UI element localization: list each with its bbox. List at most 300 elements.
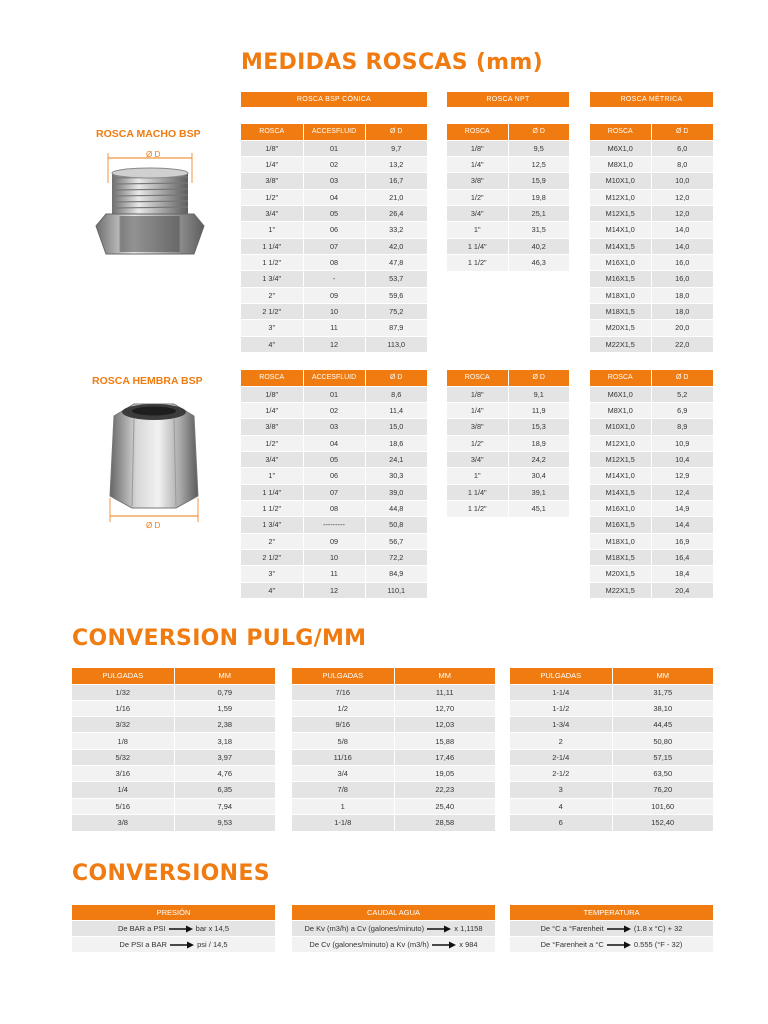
table-cell: 12,9 — [651, 468, 713, 484]
table-cell: 10,0 — [651, 173, 713, 189]
table-row — [510, 733, 713, 749]
table-cell: 08 — [303, 254, 365, 270]
table-cell: 4,76 — [174, 765, 275, 781]
table-row — [241, 386, 427, 402]
conv-caudal-row-2-right: x 984 — [459, 940, 478, 949]
arrow-right-icon — [432, 941, 456, 949]
conv-presion-row-2 — [72, 936, 275, 952]
column-header: MM — [612, 668, 713, 684]
table-cell: 22,23 — [394, 782, 495, 798]
table-cell: 10,4 — [651, 451, 713, 467]
table-cell: 18,4 — [651, 566, 713, 582]
table-row — [590, 189, 713, 205]
table-cell: 16,7 — [365, 173, 427, 189]
table-row — [590, 156, 713, 172]
table-row — [590, 402, 713, 418]
table-row — [241, 254, 427, 270]
hembra-bsp-label: ROSCA HEMBRA BSP — [92, 375, 203, 387]
macho-npt-table — [447, 124, 569, 271]
table-cell: 4 — [510, 798, 612, 814]
hembra-dim-label: Ø D — [146, 521, 161, 530]
column-header: Ø D — [651, 370, 713, 386]
table-row — [590, 287, 713, 303]
table-cell: 09 — [303, 533, 365, 549]
table-row — [590, 500, 713, 516]
table-row — [241, 549, 427, 565]
table-cell: M12X1,0 — [590, 189, 651, 205]
table-cell: 1" — [447, 222, 508, 238]
table-cell: 1/4" — [241, 156, 303, 172]
table-row — [241, 238, 427, 254]
table-cell: 1 1/4" — [241, 484, 303, 500]
table-cell: 03 — [303, 419, 365, 435]
table-cell: 1" — [447, 468, 508, 484]
arrow-right-icon — [607, 941, 631, 949]
table-cell: 101,60 — [612, 798, 713, 814]
table-cell: 110,1 — [365, 582, 427, 598]
table-row — [447, 451, 569, 467]
table-cell: 57,15 — [612, 749, 713, 765]
table-cell: 15,3 — [508, 419, 569, 435]
table-cell: 2 1/2" — [241, 303, 303, 319]
table-cell: 3/4" — [241, 451, 303, 467]
table-cell: 9,53 — [174, 814, 275, 830]
table-cell: 11 — [303, 320, 365, 336]
table-cell: 9,7 — [365, 140, 427, 156]
table-cell: 1" — [241, 222, 303, 238]
conv-caudal-row-1 — [292, 920, 495, 936]
table-cell: 1/8" — [447, 140, 508, 156]
table-row — [510, 765, 713, 781]
table-cell: 1/8" — [241, 386, 303, 402]
table-cell: M8X1,0 — [590, 402, 651, 418]
table-cell: 9,5 — [508, 140, 569, 156]
table-cell: 3/16 — [72, 765, 174, 781]
table-cell: 3,18 — [174, 733, 275, 749]
table-row — [447, 419, 569, 435]
table-cell: 05 — [303, 451, 365, 467]
table-row — [241, 582, 427, 598]
table-cell: 13,2 — [365, 156, 427, 172]
table-row — [292, 717, 495, 733]
table-cell: 19,05 — [394, 765, 495, 781]
table-cell: 1 — [292, 798, 394, 814]
table-cell: 6,9 — [651, 402, 713, 418]
table-cell: 08 — [303, 500, 365, 516]
conv-caudal-row-1-right: x 1,1158 — [454, 924, 483, 933]
table-row — [590, 320, 713, 336]
table-cell: 1/16 — [72, 700, 174, 716]
table-cell: 45,1 — [508, 500, 569, 516]
table-row — [590, 419, 713, 435]
table-cell: 33,2 — [365, 222, 427, 238]
table-cell: 84,9 — [365, 566, 427, 582]
table-cell: 15,0 — [365, 419, 427, 435]
table-row — [292, 749, 495, 765]
table-cell: M16X1,5 — [590, 517, 651, 533]
conv-presion-row-1-left: De BAR a PSI — [117, 924, 166, 933]
table-cell: 87,9 — [365, 320, 427, 336]
table-cell: 10 — [303, 549, 365, 565]
table-cell: 01 — [303, 386, 365, 402]
table-cell: M14X1,0 — [590, 468, 651, 484]
table-cell: 3/8" — [241, 419, 303, 435]
conv-temperatura-title: TEMPERATURA — [510, 905, 713, 920]
table-cell: 1-1/8 — [292, 814, 394, 830]
table-cell: 1/2" — [241, 435, 303, 451]
conv-presion-box — [72, 905, 275, 952]
table-cell: 2-1/4 — [510, 749, 612, 765]
table-row — [292, 733, 495, 749]
table-cell: 1" — [241, 468, 303, 484]
conv-presion-row-2-right: psi / 14,5 — [197, 940, 228, 949]
table-row — [447, 205, 569, 221]
table-row — [590, 386, 713, 402]
table-cell: --------- — [303, 517, 365, 533]
table-row — [72, 798, 275, 814]
table-cell: 2" — [241, 533, 303, 549]
table-cell: 1/8" — [447, 386, 508, 402]
hembra-metrica-table — [590, 370, 713, 598]
table-cell: 3,97 — [174, 749, 275, 765]
table-cell: M14X1,5 — [590, 238, 651, 254]
table-row — [447, 156, 569, 172]
table-row — [447, 140, 569, 156]
conv-temperatura-row-1 — [510, 920, 713, 936]
table-cell: 14,0 — [651, 238, 713, 254]
table-cell: 2-1/2 — [510, 765, 612, 781]
macho-bsp-label: ROSCA MACHO BSP — [96, 128, 201, 140]
table-row — [447, 468, 569, 484]
table-cell: 1/4" — [447, 156, 508, 172]
table-cell: 16,0 — [651, 254, 713, 270]
table-cell: 30,3 — [365, 468, 427, 484]
table-cell: 1/2" — [241, 189, 303, 205]
table-cell: 14,4 — [651, 517, 713, 533]
table-cell: 18,6 — [365, 435, 427, 451]
table-cell: M12X1,5 — [590, 205, 651, 221]
table-row — [72, 749, 275, 765]
table-cell: 1 1/2" — [241, 500, 303, 516]
table-cell: 1 1/4" — [447, 484, 508, 500]
group-header-bsp-conica: ROSCA BSP CÓNICA — [241, 92, 427, 107]
table-cell: 12,70 — [394, 700, 495, 716]
table-cell: 11,9 — [508, 402, 569, 418]
table-cell: 10,9 — [651, 435, 713, 451]
table-cell: 28,58 — [394, 814, 495, 830]
column-header: ROSCA — [590, 370, 651, 386]
table-cell: 12,5 — [508, 156, 569, 172]
table-row — [447, 238, 569, 254]
table-cell: 06 — [303, 222, 365, 238]
table-cell: 02 — [303, 402, 365, 418]
column-header: Ø D — [651, 124, 713, 140]
table-cell: 15,88 — [394, 733, 495, 749]
table-cell: 4" — [241, 582, 303, 598]
table-cell: 15,9 — [508, 173, 569, 189]
conv-presion-title: PRESIÓN — [72, 905, 275, 920]
table-cell: M14X1,0 — [590, 222, 651, 238]
table-row — [510, 717, 713, 733]
table-cell: 14,9 — [651, 500, 713, 516]
table-row — [241, 287, 427, 303]
macho-metrica-table — [590, 124, 713, 352]
table-row — [241, 517, 427, 533]
table-cell: 5/16 — [72, 798, 174, 814]
table-cell: 1/4 — [72, 782, 174, 798]
table-row — [590, 582, 713, 598]
table-row — [241, 402, 427, 418]
table-cell: 11,4 — [365, 402, 427, 418]
table-cell: 56,7 — [365, 533, 427, 549]
table-row — [241, 533, 427, 549]
conv-temperatura-row-2-right: 0.555 (°F - 32) — [633, 940, 683, 949]
table-cell: 05 — [303, 205, 365, 221]
table-cell: M10X1,0 — [590, 173, 651, 189]
table-cell: 1/8 — [72, 733, 174, 749]
table-row — [590, 336, 713, 352]
table-cell: 3/4" — [447, 451, 508, 467]
column-header: ACCESFLUID — [303, 124, 365, 140]
table-cell: - — [303, 271, 365, 287]
table-cell: 5/8 — [292, 733, 394, 749]
table-cell: 24,1 — [365, 451, 427, 467]
table-cell: 10 — [303, 303, 365, 319]
table-cell: 11 — [303, 566, 365, 582]
table-cell: 1 1/2" — [447, 254, 508, 270]
table-cell: 7,94 — [174, 798, 275, 814]
conv-temperatura-box — [510, 905, 713, 952]
table-cell: 50,8 — [365, 517, 427, 533]
table-cell: 24,2 — [508, 451, 569, 467]
table-cell: M8X1,0 — [590, 156, 651, 172]
table-cell: 3/32 — [72, 717, 174, 733]
table-row — [590, 468, 713, 484]
table-cell: 5/32 — [72, 749, 174, 765]
table-cell: 16,9 — [651, 533, 713, 549]
table-cell: 4" — [241, 336, 303, 352]
table-cell: 44,45 — [612, 717, 713, 733]
table-cell: 0,79 — [174, 684, 275, 700]
table-cell: 53,7 — [365, 271, 427, 287]
table-row — [590, 238, 713, 254]
table-cell: M20X1,5 — [590, 320, 651, 336]
table-row — [590, 566, 713, 582]
table-row — [590, 140, 713, 156]
table-cell: 113,0 — [365, 336, 427, 352]
table-row — [241, 435, 427, 451]
conv-caudal-row-2-left: De Cv (galones/minuto) a Kv (m3/h) — [309, 940, 430, 949]
page-title: MEDIDAS ROSCAS (mm) — [241, 50, 543, 75]
table-cell: 12,0 — [651, 189, 713, 205]
table-row — [241, 500, 427, 516]
conv-temperatura-row-2-left: De °Farenheit a °C — [540, 940, 604, 949]
pulg-mm-table-1 — [72, 668, 275, 831]
table-cell: 1/2" — [447, 189, 508, 205]
table-cell: 2,38 — [174, 717, 275, 733]
male-bsp-fitting-image — [90, 148, 210, 266]
table-cell: 50,80 — [612, 733, 713, 749]
table-cell: 152,40 — [612, 814, 713, 830]
table-cell: 12,0 — [651, 205, 713, 221]
table-cell: 03 — [303, 173, 365, 189]
table-cell: 9,1 — [508, 386, 569, 402]
table-row — [72, 684, 275, 700]
table-row — [590, 549, 713, 565]
table-cell: 3" — [241, 566, 303, 582]
table-row — [72, 733, 275, 749]
column-header: ROSCA — [447, 124, 508, 140]
table-row — [447, 173, 569, 189]
table-row — [510, 700, 713, 716]
table-cell: 14,0 — [651, 222, 713, 238]
table-cell: 1 1/4" — [447, 238, 508, 254]
table-row — [292, 814, 495, 830]
table-row — [510, 798, 713, 814]
table-cell: 07 — [303, 484, 365, 500]
table-cell: 12,4 — [651, 484, 713, 500]
table-cell: 25,1 — [508, 205, 569, 221]
table-cell: 6 — [510, 814, 612, 830]
table-cell: 5,2 — [651, 386, 713, 402]
table-row — [292, 782, 495, 798]
table-cell: 12 — [303, 582, 365, 598]
table-row — [292, 798, 495, 814]
table-row — [590, 484, 713, 500]
table-cell: 1 3/4" — [241, 271, 303, 287]
column-header: Ø D — [365, 370, 427, 386]
table-row — [447, 402, 569, 418]
arrow-right-icon — [170, 941, 194, 949]
table-cell: 02 — [303, 156, 365, 172]
table-row — [72, 782, 275, 798]
table-cell: 09 — [303, 287, 365, 303]
table-cell: 1 1/2" — [241, 254, 303, 270]
table-cell: 2 1/2" — [241, 549, 303, 565]
table-cell: 8,0 — [651, 156, 713, 172]
table-row — [590, 271, 713, 287]
table-cell: 1,59 — [174, 700, 275, 716]
table-cell: 7/8 — [292, 782, 394, 798]
table-cell: 1/4" — [241, 402, 303, 418]
table-cell: M12X1,5 — [590, 451, 651, 467]
conv-presion-row-1 — [72, 920, 275, 936]
table-cell: 75,2 — [365, 303, 427, 319]
table-row — [447, 189, 569, 205]
table-cell: 31,75 — [612, 684, 713, 700]
table-row — [241, 205, 427, 221]
group-header-metrica: ROSCA MÉTRICA — [590, 92, 713, 107]
table-cell: 16,0 — [651, 271, 713, 287]
table-cell: 46,3 — [508, 254, 569, 270]
table-cell: 11/16 — [292, 749, 394, 765]
section-title-conversion-pulg: CONVERSION PULG/MM — [72, 626, 367, 651]
table-cell: 1 3/4" — [241, 517, 303, 533]
table-cell: 21,0 — [365, 189, 427, 205]
hembra-bsp-table — [241, 370, 427, 598]
table-cell: 3/4 — [292, 765, 394, 781]
column-header: PULGADAS — [292, 668, 394, 684]
conv-caudal-row-1-left: De Kv (m3/h) a Cv (galones/minuto) — [304, 924, 425, 933]
table-cell: 2 — [510, 733, 612, 749]
table-cell: 38,10 — [612, 700, 713, 716]
table-cell: M22X1,5 — [590, 582, 651, 598]
section-title-conversiones: CONVERSIONES — [72, 861, 270, 886]
table-row — [292, 765, 495, 781]
conv-caudal-title: CAUDAL AGUA — [292, 905, 495, 920]
table-cell: 1 1/2" — [447, 500, 508, 516]
table-cell: M16X1,0 — [590, 254, 651, 270]
table-cell: 26,4 — [365, 205, 427, 221]
table-row — [447, 435, 569, 451]
table-cell: 6,35 — [174, 782, 275, 798]
conv-temperatura-row-1-right: (1.8 x °C) + 32 — [633, 924, 683, 933]
table-cell: M6X1,0 — [590, 386, 651, 402]
table-cell: 06 — [303, 468, 365, 484]
table-cell: 47,8 — [365, 254, 427, 270]
table-row — [241, 566, 427, 582]
table-row — [447, 484, 569, 500]
table-cell: 30,4 — [508, 468, 569, 484]
table-cell: 3/8 — [72, 814, 174, 830]
table-row — [241, 336, 427, 352]
table-row — [510, 814, 713, 830]
table-cell: M18X1,0 — [590, 287, 651, 303]
table-cell: 7/16 — [292, 684, 394, 700]
table-row — [241, 222, 427, 238]
table-row — [241, 140, 427, 156]
table-cell: M18X1,5 — [590, 549, 651, 565]
table-row — [292, 700, 495, 716]
column-header: ROSCA — [241, 370, 303, 386]
table-row — [447, 222, 569, 238]
table-cell: M10X1,0 — [590, 419, 651, 435]
table-cell: 3" — [241, 320, 303, 336]
table-row — [510, 782, 713, 798]
conv-temperatura-row-2 — [510, 936, 713, 952]
table-row — [241, 468, 427, 484]
table-row — [590, 303, 713, 319]
table-cell: 8,9 — [651, 419, 713, 435]
table-cell: 12 — [303, 336, 365, 352]
table-cell: 39,0 — [365, 484, 427, 500]
table-cell: 3 — [510, 782, 612, 798]
conv-caudal-box — [292, 905, 495, 952]
table-cell: 01 — [303, 140, 365, 156]
table-row — [510, 684, 713, 700]
table-row — [241, 189, 427, 205]
column-header: ROSCA — [241, 124, 303, 140]
female-bsp-fitting-image — [92, 398, 216, 526]
hembra-npt-table — [447, 370, 569, 517]
table-cell: 31,5 — [508, 222, 569, 238]
table-cell: 18,0 — [651, 287, 713, 303]
macho-dim-label: Ø D — [146, 150, 161, 159]
table-cell: M16X1,5 — [590, 271, 651, 287]
table-cell: 8,6 — [365, 386, 427, 402]
table-row — [241, 419, 427, 435]
table-cell: 76,20 — [612, 782, 713, 798]
table-row — [590, 451, 713, 467]
table-cell: M6X1,0 — [590, 140, 651, 156]
table-cell: 1/4" — [447, 402, 508, 418]
column-header: ROSCA — [447, 370, 508, 386]
table-cell: 17,46 — [394, 749, 495, 765]
column-header: Ø D — [508, 124, 569, 140]
table-row — [590, 222, 713, 238]
table-cell: 11,11 — [394, 684, 495, 700]
column-header: PULGADAS — [510, 668, 612, 684]
